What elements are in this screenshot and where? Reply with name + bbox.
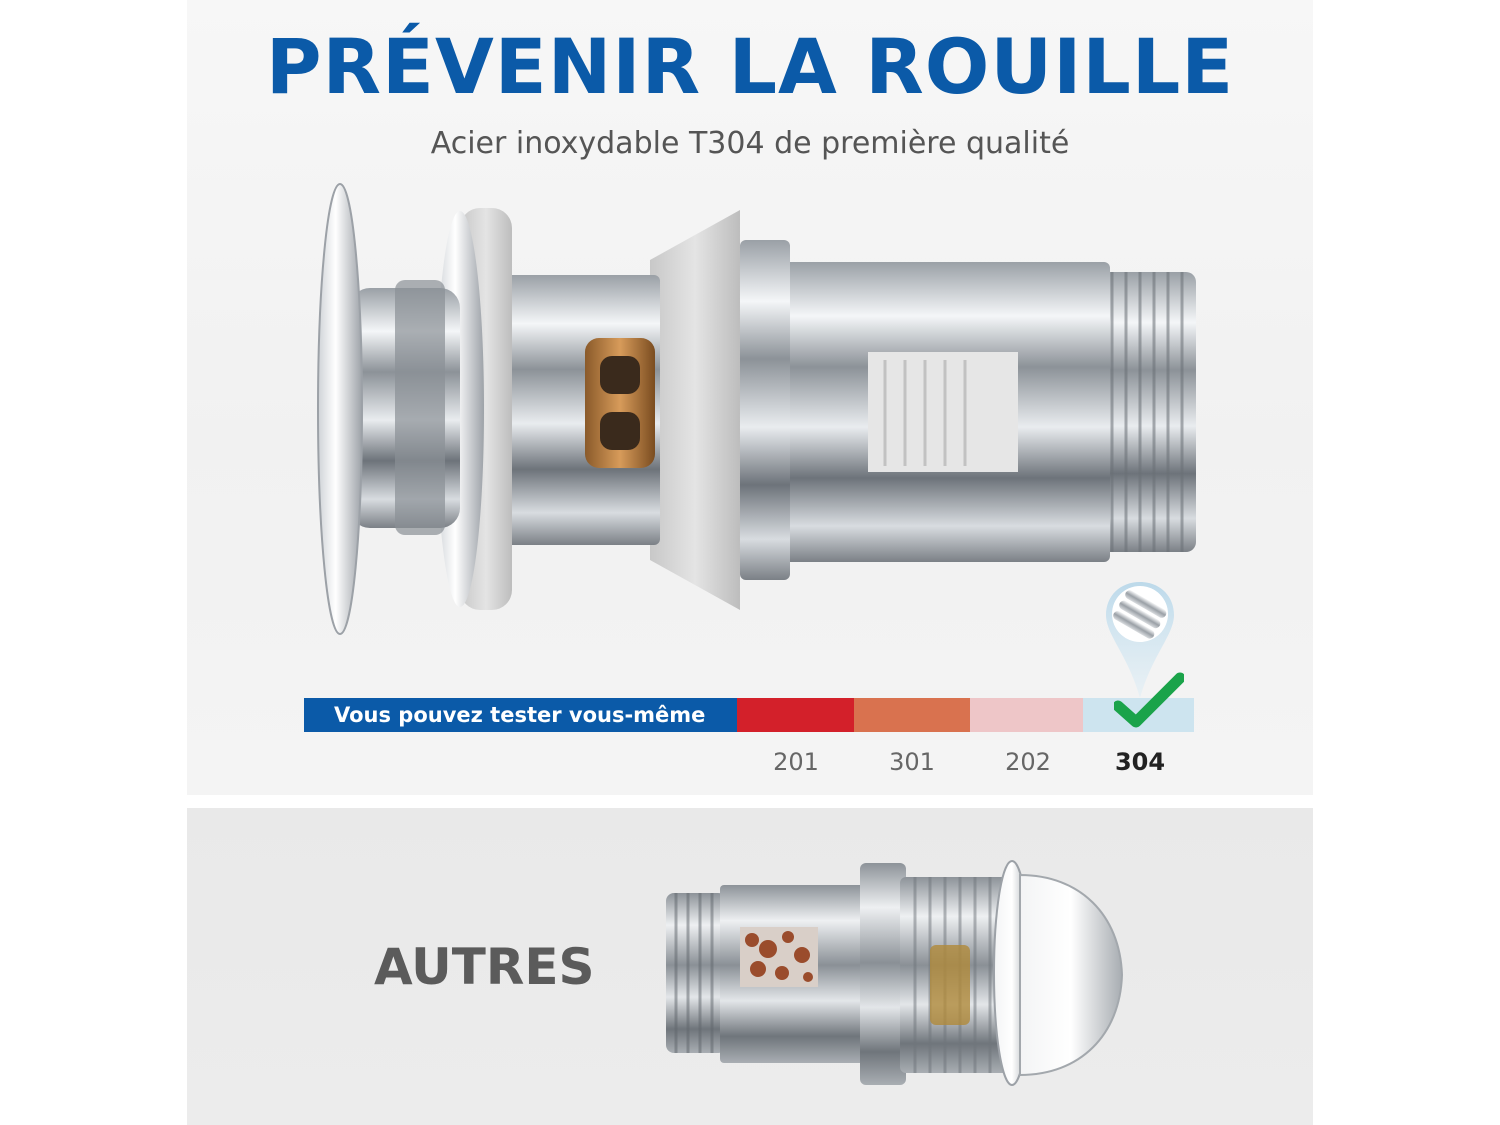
- grade-201-swatch: [737, 698, 854, 732]
- rusted-drain-image: [660, 845, 1130, 1115]
- grade-301-swatch: [854, 698, 970, 732]
- grade-202-swatch: [970, 698, 1083, 732]
- grade-304-label: 304: [1114, 748, 1166, 776]
- page-title: PRÉVENIR LA ROUILLE: [265, 22, 1235, 111]
- test-yourself-label: Vous pouvez tester vous-même: [304, 698, 737, 732]
- grade-301-label: 301: [889, 748, 935, 776]
- grade-202-label: 202: [1005, 748, 1051, 776]
- drain-product-image: [300, 180, 1210, 640]
- page-subtitle: Acier inoxydable T304 de première qualité: [430, 126, 1070, 161]
- others-label: AUTRES: [374, 938, 595, 996]
- check-icon: [1114, 672, 1184, 734]
- grade-201-label: 201: [773, 748, 819, 776]
